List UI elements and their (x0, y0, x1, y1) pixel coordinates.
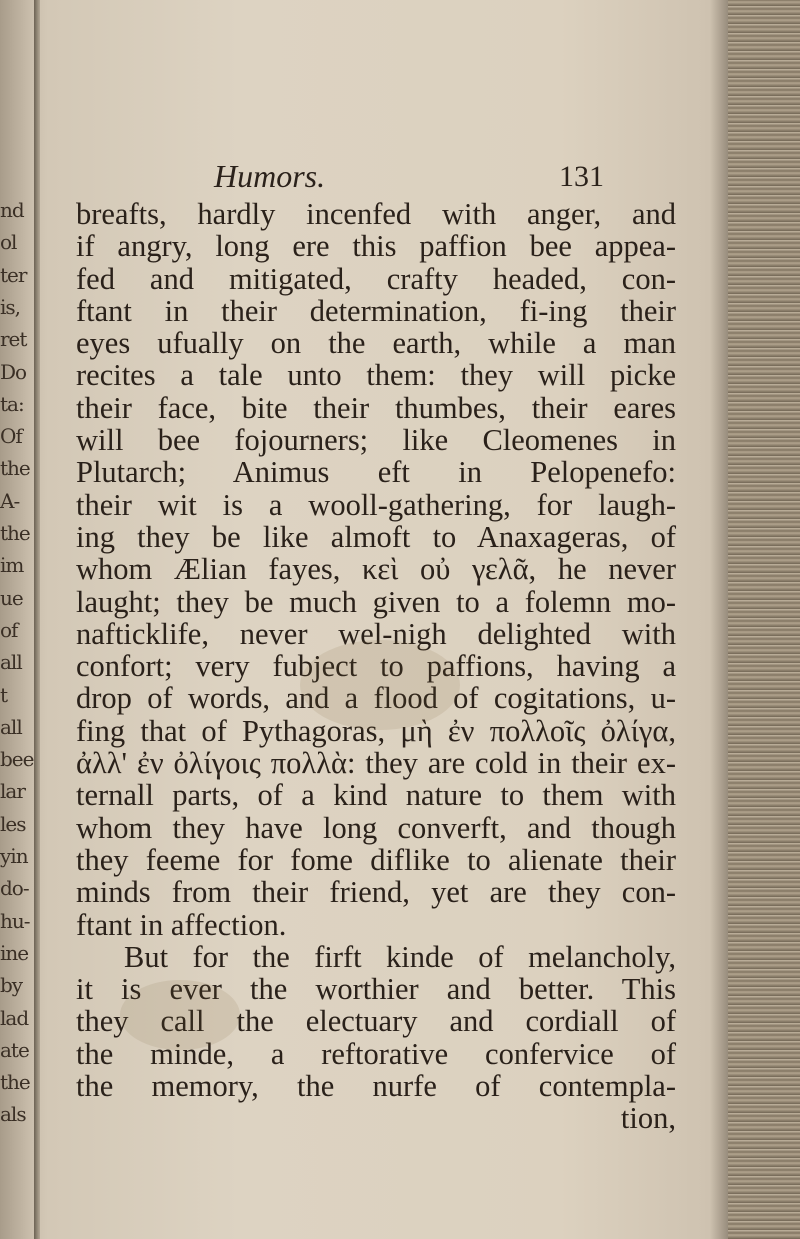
facing-page-text: of (0, 617, 18, 642)
facing-page-text: do- (0, 876, 29, 901)
facing-page-text: als (0, 1102, 26, 1127)
text-line: it is ever the worthier and better. This (76, 972, 676, 1007)
facing-page-fragment (0, 0, 34, 1239)
text-line: if angry, long ere this paffion bee appea- (76, 229, 676, 264)
facing-page-text: ate (0, 1037, 29, 1062)
text-line: fed and mitigated, crafty headed, con- (76, 261, 676, 296)
facing-page-text: the (0, 521, 30, 545)
facing-page-text: ter (0, 262, 27, 287)
text-line: fing that of Pythagoras, μὴ ἐν πολλοῖς ὀλίγα, (76, 713, 676, 748)
text-line: their face, bite their thumbes, their eares (76, 390, 676, 425)
facing-page-text: ue (0, 585, 23, 610)
facing-page-text: the (0, 456, 30, 481)
facing-page-text: lad (0, 1005, 29, 1030)
page-number: 131 (559, 160, 604, 193)
facing-page-text: Do (0, 359, 27, 384)
text-line: eyes ufually on the earth, while a man (76, 326, 676, 361)
facing-page-text: nd (0, 198, 24, 222)
text-line: whom they have long converft, and though (76, 810, 676, 845)
facing-page-text: Of (0, 424, 22, 449)
facing-page-text: bee (0, 747, 34, 772)
catchword: tion, (620, 1101, 676, 1136)
text-line: the minde, a reftorative confervice of (76, 1036, 676, 1071)
text-line: their wit is a wooll-gathering, for laugh- (76, 487, 676, 522)
text-line: laught; they be much given to a folemn mo- (76, 584, 676, 619)
text-line: minds from their friend, yet are they con- (76, 875, 676, 910)
facing-page-text: lar (0, 779, 25, 804)
text-line: breafts, hardly incenfed with anger, and (76, 197, 676, 231)
text-line: they call the electuary and cordiall of (76, 1004, 676, 1039)
facing-page-text: t (0, 682, 8, 707)
facing-page-text: les (0, 811, 26, 836)
facing-page-text: by (0, 973, 23, 998)
text-line: ternall parts, of a kind nature to them with (76, 778, 676, 813)
facing-page-text: hu- (0, 908, 30, 933)
facing-page-text: ine (0, 940, 29, 965)
facing-page-text: the (0, 1070, 30, 1095)
text-line: ftant in affection. (76, 907, 287, 942)
book-page (54, 0, 694, 1239)
page-shadow (710, 0, 728, 1239)
text-line: confort; very fubject to paffions, having a (76, 649, 676, 684)
facing-page-text: ta: (0, 391, 24, 416)
page-header (54, 158, 694, 198)
text-line: they feeme for fome diflike to alienate their (76, 842, 676, 877)
text-line: drop of words, and a flood of cogitations, u- (76, 681, 676, 716)
text-line: ftant in their determination, fi-ing their (76, 293, 676, 328)
text-line: recites a tale unto them: they will picke (76, 358, 676, 393)
facing-page-text: A- (0, 488, 20, 513)
facing-page-text: all (0, 714, 22, 739)
facing-page-text: ol (0, 230, 17, 255)
text-line: nafticklife, never wel-nigh delighted with (76, 616, 676, 651)
running-title: Humors. (214, 158, 326, 194)
text-line: ing they be like almoft to Anaxageras, of (76, 519, 676, 554)
facing-page-text: all (0, 650, 22, 675)
facing-page-text: im (0, 553, 24, 578)
facing-page-text: is, (0, 294, 21, 319)
book-gutter (34, 0, 40, 1239)
body-text (76, 198, 676, 1135)
text-line: ἀλλ' ἐν ὀλίγοις πολλὰ: they are cold in their ex- (76, 746, 676, 781)
text-line: the memory, the nurfe of contempla- (76, 1069, 676, 1104)
text-line: But for the firft kinde of melancholy, (124, 939, 676, 974)
facing-page-text: ret (0, 327, 27, 352)
page-edges (728, 0, 800, 1239)
text-line: will bee fojourners; like Cleomenes in (76, 423, 676, 458)
text-line: Plutarch; Animus eft in Pelopenefo: (76, 455, 676, 490)
text-line: whom Ælian fayes, κεὶ οὐ γελᾶ, he never (76, 552, 676, 587)
facing-page-text: yin (0, 844, 28, 868)
